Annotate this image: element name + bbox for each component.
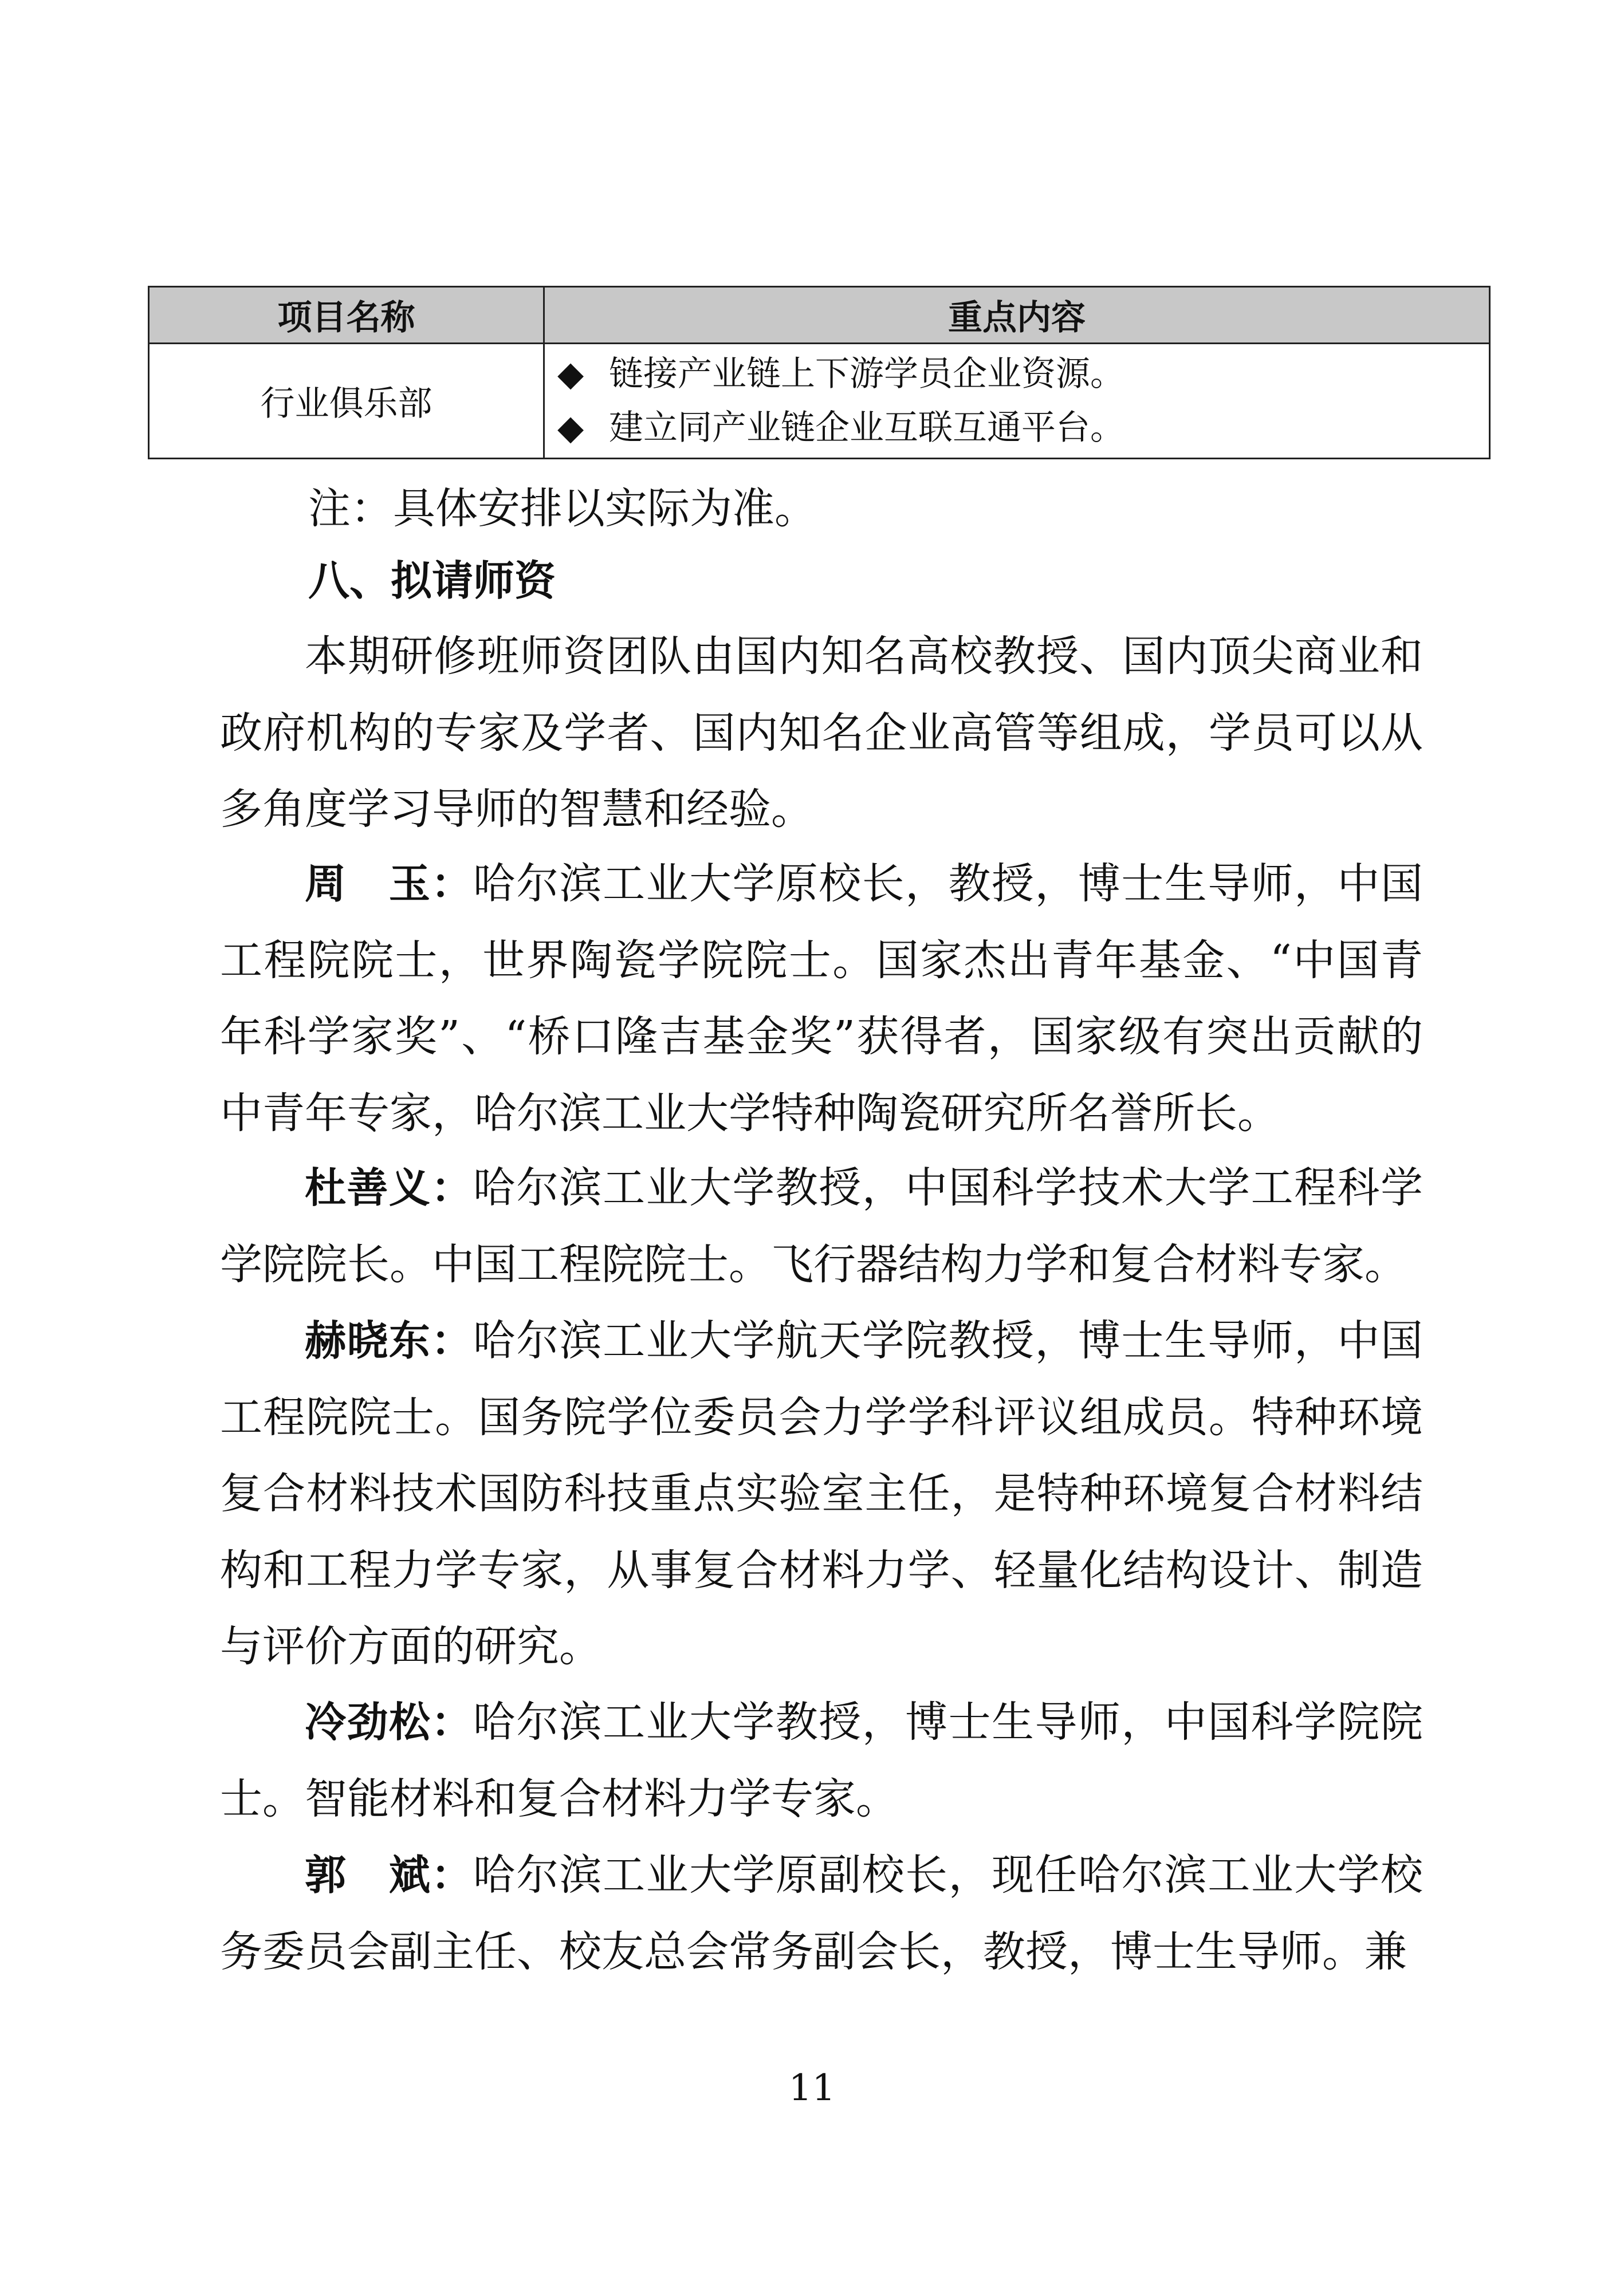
faculty-bio: 哈尔滨工业大学原副校长，现任哈尔滨工业大学校务委员会副主任、校友总会常务副会长，教授，博士生导师。兼 [220,1850,1423,1976]
table-header-row [149,287,1490,344]
faculty-paragraph [220,1150,1423,1303]
faculty-paragraph [220,1303,1423,1685]
table-cell-key-content [544,344,1490,459]
faculty-name: 杜善义： [305,1164,473,1212]
list-item [557,347,1489,401]
faculty-paragraph [220,1837,1423,1990]
table-note: 注：具体安排以实际为准。 [308,484,817,533]
faculty-bio: 哈尔滨工业大学教授，博士生导师，中国科学院院士。智能材料和复合材料力学专家。 [220,1698,1423,1824]
section-heading: 八、拟请师资 [308,557,556,605]
faculty-name: 郭 斌： [305,1851,473,1899]
intro-paragraph: 本期研修班师资团队由国内知名高校教授、国内顶尖商业和政府机构的专家及学者、国内知名企业高管等组成，学员可以从多角度学习导师的智慧和经验。 [220,632,1423,834]
diamond-bullet-icon: ◆ [557,408,584,448]
faculty-paragraph [220,846,1423,1152]
page-number: 11 [788,2067,836,2109]
project-table [148,286,1491,459]
faculty-bio: 哈尔滨工业大学原校长，教授，博士生导师，中国工程院院士，世界陶瓷学院院士。国家杰出青年基金、“中国青年科学家奖”、“桥口隆吉基金奖”获得者，国家级有突出贡献的中青年专家，哈尔滨工业大学特种陶瓷研究所名誉所长。 [220,859,1423,1138]
diamond-bullet-icon: ◆ [557,354,584,394]
faculty-paragraph [220,1684,1423,1837]
faculty-name: 冷劲松： [305,1698,473,1746]
bullet-text: 链接产业链上下游学员企业资源。 [609,354,1124,394]
faculty-name: 周 玉： [305,860,473,908]
table-cell-project-name: 行业俱乐部 [149,344,544,459]
faculty-name: 赫晓东： [305,1317,473,1365]
bullet-text: 建立同产业链企业互联互通平台。 [609,408,1124,448]
list-item [557,401,1489,455]
faculty-bio: 哈尔滨工业大学教授，中国科学技术大学工程科学学院院长。中国工程院院士。飞行器结构力学和复合材料专家。 [220,1163,1423,1289]
table-header-project-name: 项目名称 [149,287,544,344]
table-row [149,344,1490,459]
faculty-bio: 哈尔滨工业大学航天学院教授，博士生导师，中国工程院院士。国务院学位委员会力学学科评议组成员。特种环境复合材料技术国防科技重点实验室主任，是特种环境复合材料结构和工程力学专家，从事复合材料力学、轻量化结构设计、制造与评价方面的研究。 [220,1316,1423,1671]
table-header-key-content: 重点内容 [544,287,1490,344]
